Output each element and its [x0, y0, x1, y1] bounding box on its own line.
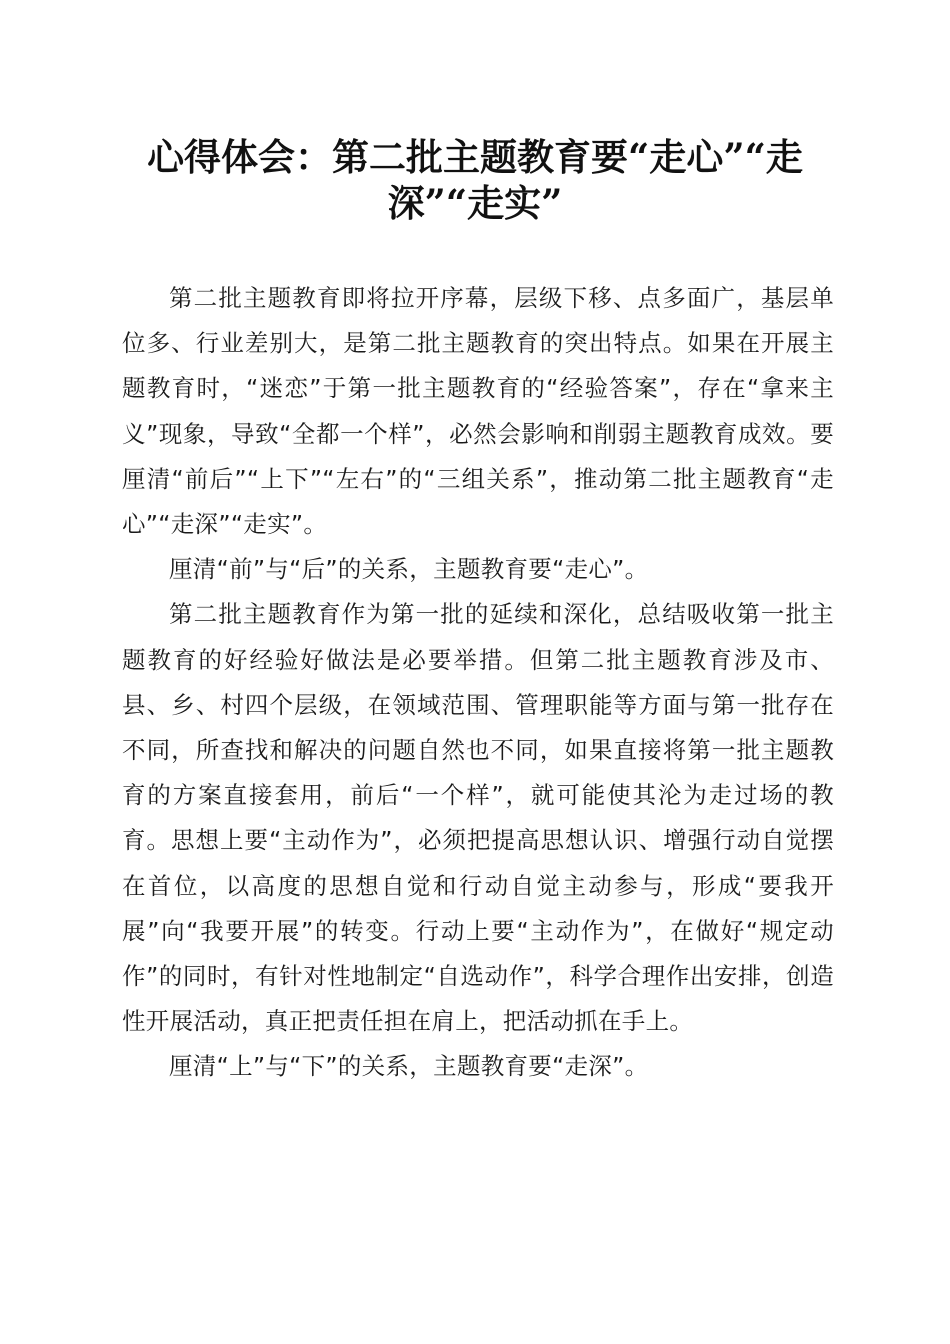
paragraph-intro: 第二批主题教育即将拉开序幕，层级下移、点多面广，基层单位多、行业差别大，是第二批主题教育的突出特点。如果在开展主题教育时，“迷恋”于第一批主题教育的“经验答案”，存在“拿来主义”现象，导致“全都一个样”，必然会影响和削弱主题教育成效。要厘清“前后”“上下”“左右”的“三组关系”，推动第二批主题教育“走心”“走深”“走实”。	[122, 284, 834, 539]
paragraph-heading-front-back: 厘清“前”与“后”的关系，主题教育要“走心”。	[169, 555, 649, 584]
title-line-2: 深”“走实”	[387, 181, 563, 225]
document-body	[122, 276, 834, 1090]
document-title	[110, 134, 840, 226]
title-line-1: 心得体会：第二批主题教育要“走心”“走	[147, 135, 803, 179]
paragraph-front-back-body: 第二批主题教育作为第一批的延续和深化，总结吸收第一批主题教育的好经验好做法是必要举措。但第二批主题教育涉及市、县、乡、村四个层级，在领域范围、管理职能等方面与第一批存在不同，所查找和解决的问题自然也不同，如果直接将第一批主题教育的方案直接套用，前后“一个样”，就可能使其沦为走过场的教育。思想上要“主动作为”，必须把提高思想认识、增强行动自觉摆在首位，以高度的思想自觉和行动自觉主动参与，形成“要我开展”向“我要开展”的转变。行动上要“主动作为”，在做好“规定动作”的同时，有针对性地制定“自选动作”，科学合理作出安排，创造性开展活动，真正把责任担在肩上，把活动抓在手上。	[122, 600, 834, 1036]
paragraph-heading-up-down: 厘清“上”与“下”的关系，主题教育要“走深”。	[169, 1052, 649, 1081]
